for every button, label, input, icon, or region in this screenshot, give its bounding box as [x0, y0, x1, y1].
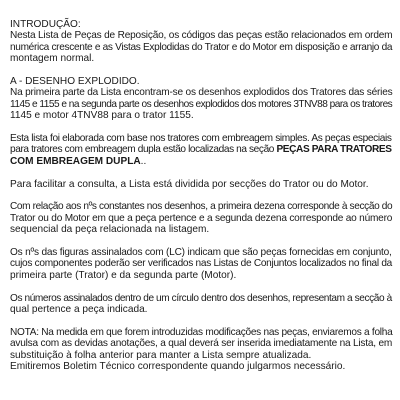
embreagem-bold-text: PEÇAS PARA TRATORES: [276, 144, 392, 156]
numeros-paragraph: [10, 201, 392, 235]
numeros-line: Trator ou do Motor em que a peça pertence e a segunda dezena corresponde ao número: [10, 212, 393, 224]
circulo-paragraph: [10, 293, 392, 316]
figuras-line: cujos componentes poderão ser verificados nas Listas de Conjuntos localizados no final da: [10, 258, 393, 270]
nota-paragraph: [10, 327, 392, 373]
numeros-line: sequencial da peça relacionada na listagem.: [10, 224, 210, 236]
nota-line: substituição à folha anterior para manter a Lista sempre atualizada.: [10, 349, 312, 361]
circulo-line: Os números assinalados dentro de um círculo dentro dos desenhos, representam a secção à: [10, 292, 392, 304]
section-a-heading: A - DESENHO EXPLODIDO.: [10, 76, 140, 88]
intro-line: Nesta Lista de Peças de Reposição, os códigos das peças estão relacionados em ordem: [10, 30, 393, 42]
section-a-line: 1145 e 1155 e na segunda parte os desenhos explodidos dos motores 3TNV88 para os tratores: [10, 98, 393, 110]
consulta-line: Para facilitar a consulta, a Lista está dividida por secções do Trator ou do Motor.: [10, 178, 369, 190]
embreagem-text: ..: [140, 155, 147, 167]
intro-paragraph: [10, 19, 392, 65]
embreagem-line: Esta lista foi elaborada com base nos tratores com embreagem simples. As peças especiais: [10, 133, 392, 145]
embreagem-text: para tratores com embreagem dupla estão localizadas na seção: [10, 144, 277, 156]
numeros-line: Com relação aos nºs constantes nos desenhos, a primeira dezena corresponde à secção do: [10, 201, 393, 213]
intro-heading: INTRODUÇÃO:: [10, 19, 81, 30]
circulo-line: qual pertence a peça indicada.: [10, 304, 148, 316]
section-a-line: 1145 e motor 4TNV88 para o trator 1155.: [10, 110, 194, 122]
intro-line: numérica crescente e as Vistas Explodidas do Trator e do Motor em disposição e arranjo da: [10, 41, 393, 53]
intro-line: montagem normal.: [10, 53, 95, 65]
document-page: [10, 19, 392, 384]
figuras-paragraph: [10, 247, 392, 281]
embreagem-line: [10, 156, 392, 167]
figuras-line: primeira parte (Trator) e da segunda parte (Motor).: [10, 269, 237, 281]
section-a-paragraph: [10, 76, 392, 122]
embreagem-paragraph: [10, 133, 392, 167]
nota-line: NOTA: Na medida em que forem introduzidas modificações nas peças, enviaremos a folha: [10, 326, 393, 338]
consulta-paragraph: [10, 179, 392, 190]
embreagem-line: [10, 144, 392, 155]
figuras-line: Os nºs das figuras assinalados com (LC) indicam que são peças fornecidas em conjunto,: [10, 247, 392, 259]
embreagem-bold-text: COM EMBREAGEM DUPLA: [10, 155, 141, 167]
nota-line: Emitiremos Boletim Técnico correspondente quando julgarmos necessário.: [10, 361, 346, 373]
nota-line: avulsa com as devidas anotações, a qual deverá ser inserida imediatamente na Lista, em: [10, 338, 393, 350]
section-a-line: Na primeira parte da Lista encontram-se os desenhos explodidos dos Tratores das séries: [10, 87, 393, 99]
